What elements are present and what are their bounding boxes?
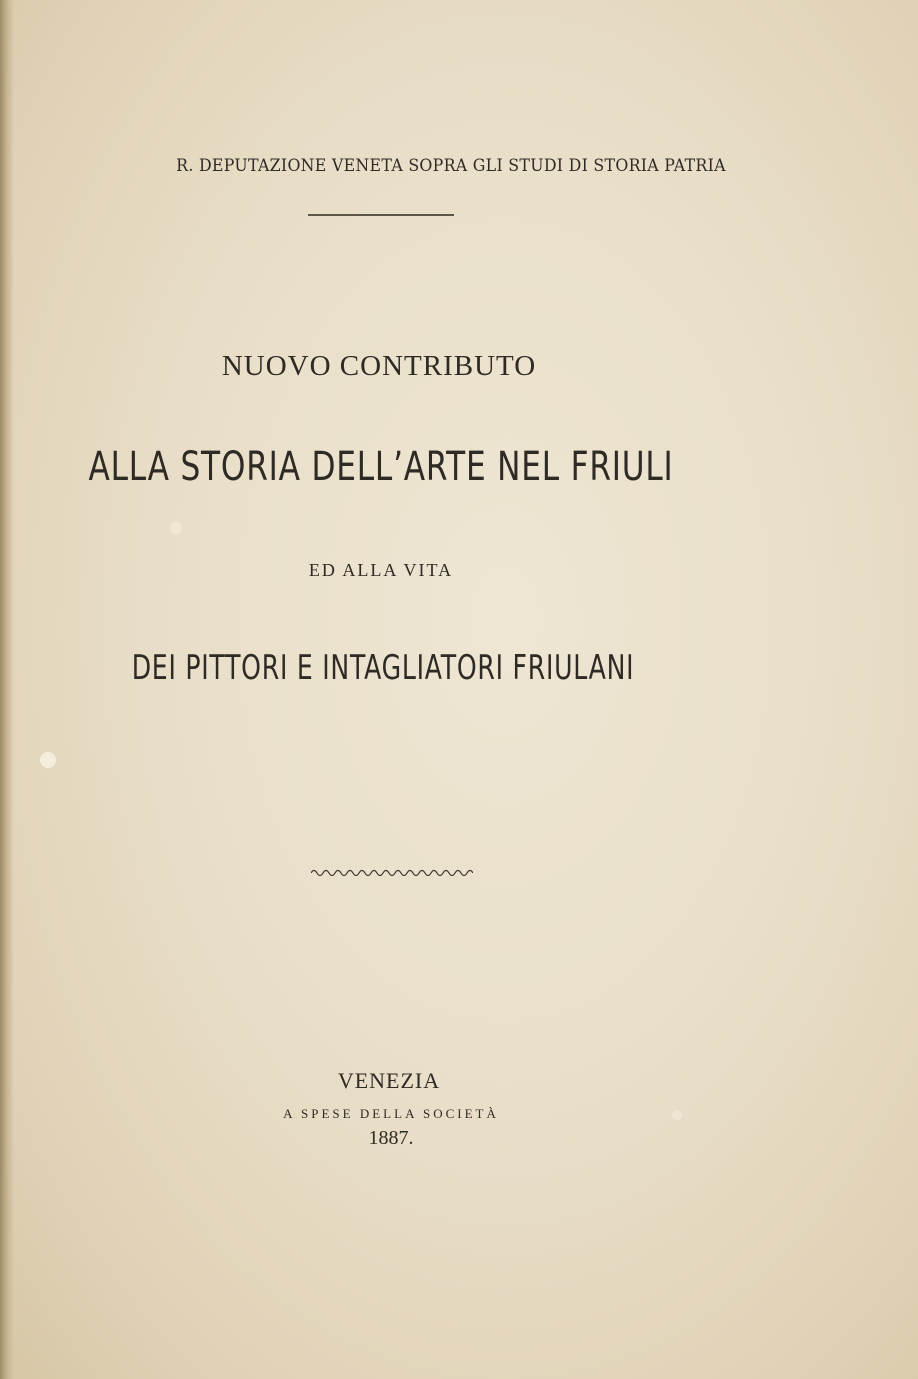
imprint-year: 1887. [368,1127,414,1149]
subtitle: NUOVO CONTRIBUTO [221,350,537,382]
imprint-city: VENEZIA [337,1068,441,1093]
heading-rule [308,214,454,216]
main-title-line2: DEI PITTORI E INTAGLIATORI FRIULANI [131,648,635,688]
paper-speck [170,522,182,534]
title-connector: ED ALLA VITA [308,560,454,580]
paper-speck [40,752,56,768]
binding-shadow [0,0,14,1379]
wavy-ornament [311,867,473,879]
main-title: ALLA STORIA DELL’ARTE NEL FRIULI [88,444,674,490]
imprint-publisher: A SPESE DELLA SOCIETÀ [283,1106,499,1121]
society-heading: R. DEPUTAZIONE VENETA SOPRA GLI STUDI DI STORIA PATRIA [176,156,726,176]
